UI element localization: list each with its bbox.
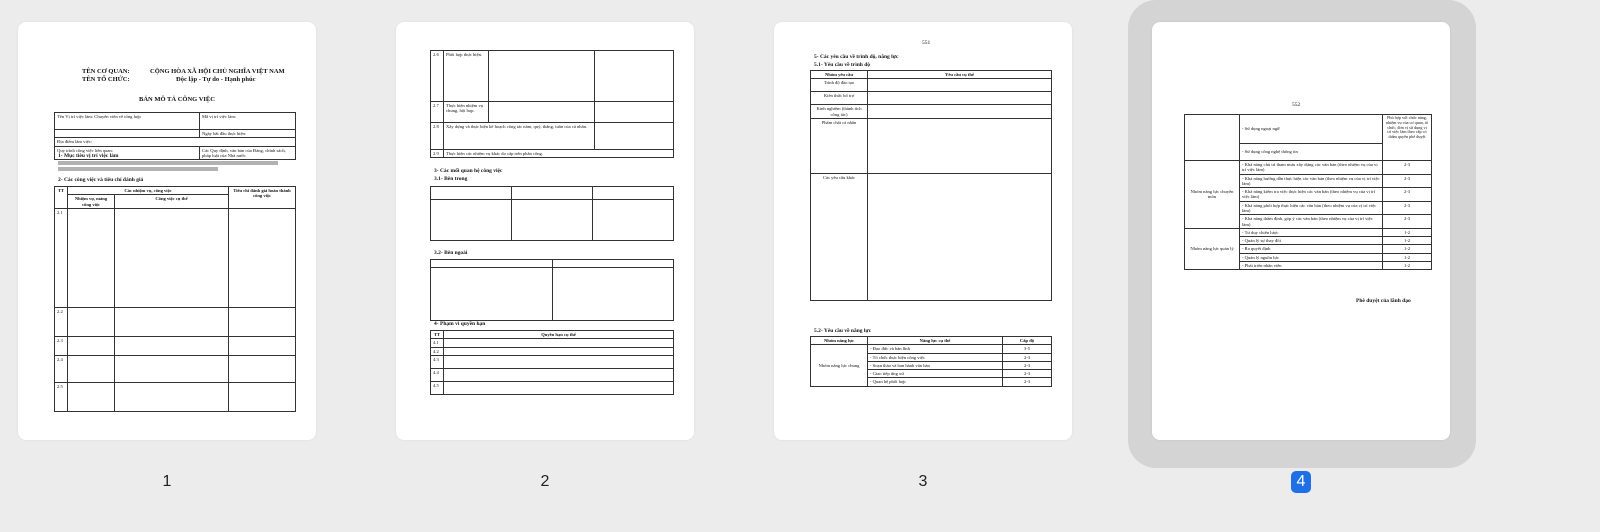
approval-footer: Phê duyệt của lãnh đạo [1356,298,1411,304]
nation-header: CỘNG HÒA XÃ HỘI CHỦ NGHĨA VIỆT NAM [150,68,285,75]
section-3-2: 3.2- Bên ngoài [434,250,468,256]
page-number-3[interactable]: 3 [918,473,928,490]
competency-table-continued: - Sử dụng ngoại ngữ Phù hợp với chức năng, nhiệm vụ của cơ quan, tổ chức, đơn vị sử dụng vị trí việc làm theo cấp có thẩm quyền phê duyệt - Sử dụng công nghệ thông tin Nhóm năng lực chuyên môn - Khả năng chủ trì tham mưu xây dựng các văn bản (theo nhiệm vụ của vị trí việc làm) 2-3 - Khả năng hướng dẫn thực hiện các văn bản (theo nhiệm vụ của vị trí việc làm) 2-3 - Khả năng kiểm tra việc thực hiện các văn bản (theo nhiệm vụ của vị trí việc làm) 2-3 - Khả năng phối hợp thực hiện các văn bản (theo nhiệm vụ của vị trí việc làm) 2-3 - Khả năng thẩm định, góp ý các văn bản (theo nhiệm vụ của vị trí việc làm) 2-3 Nhóm năng lực quản lý - Tư duy chiến lược 1-2 - Quản lý sự thay đổi 1-2 - Ra quyết định 1-2 - Quản lý nguồn lực 1-2 - Phát triển nhân viên 1-2 [1184,114,1432,270]
competency-table: Nhóm năng lực Năng lực cụ thể Cấp độ Nhóm năng lực chung - Đạo đức và bản lĩnh 3-5 - Tổ chức thực hiện công việc 2-3 - Soạn thảo và ban hành văn bản 2-3 - Giao tiếp ứng xử 2-3 - Quan hệ phối hợp 2-3 [810,336,1052,387]
motto: Độc lập - Tự do - Hạnh phúc [176,76,256,83]
section-5-1: 5.1- Yêu cầu về trình độ [814,62,871,68]
tasks-continued-table: 2.6 Phối hợp thực hiện. 2.7 Thực hiện nhiệm vụ chung, hội họp. 2.8 Xây dựng và thực hiện kế hoạch công tác năm, quý, tháng, tuần của cá nhân. 2.9 Thực hiện các nhiệm vụ khác do cấp trên phân công. [430,50,674,158]
page-thumbnail-1[interactable] [18,22,316,440]
section-5-2: 5.2- Yêu cầu về năng lực [814,328,872,334]
page-number-4[interactable]: 4 [1291,471,1311,493]
section-4: 4- Phạm vi quyền hạn [434,321,486,327]
external-relations-table [430,259,674,321]
section-1: 1- Mục tiêu vị trí việc làm [58,153,119,159]
rights-table: TT Quyền hạn cụ thể 4.1 4.2 4.3 4.4 4.5 [430,330,674,395]
document-title: BẢN MÔ TẢ CÔNG VIỆC [139,96,215,103]
page-thumbnail-3[interactable] [774,22,1072,440]
section-5: 5- Các yêu cầu về trình độ, năng lực [814,54,899,60]
page-no-552: 552 [1292,102,1301,108]
page-no-551: 551 [922,40,931,46]
page-number-2[interactable]: 2 [540,473,550,490]
section-2: 2- Các công việc và tiêu chí đánh giá [58,177,144,183]
section-3: 3- Các mối quan hệ công việc [434,168,503,174]
page-number-1[interactable]: 1 [162,473,172,490]
page-thumbnail-4[interactable] [1152,22,1450,440]
job-info-table: Tên Vị trí việc làm: Chuyên viên về tổng hợp Mã vị trí việc làm: Ngày bắt đầu thực hiện: Địa điểm làm việc: Quy trình công việc liên quan: Các Quy định, văn bản của Đảng, chính sách, pháp luật của Nhà nước [54,112,296,160]
internal-relations-table [430,186,674,241]
org-name-2: TÊN TỔ CHỨC: [82,76,130,83]
page-thumbnail-2[interactable] [396,22,694,440]
org-name: TÊN CƠ QUAN: [82,68,130,75]
section-3-1: 3.1- Bên trong [434,176,468,182]
tasks-table: TT Các nhiệm vụ, công việc Tiêu chí đánh giá hoàn thành công việc Nhiệm vụ, mảng công việc Công việc cụ thể 2.1 2.2 2.3 2.4 2.5 [54,186,296,412]
requirements-table: Nhóm yêu cầu Yêu cầu cụ thể Trình độ đào tạo Kiến thức bổ trợ Kinh nghiệm (thành tích công tác) Phẩm chất cá nhân Các yêu cầu khác [810,70,1052,301]
